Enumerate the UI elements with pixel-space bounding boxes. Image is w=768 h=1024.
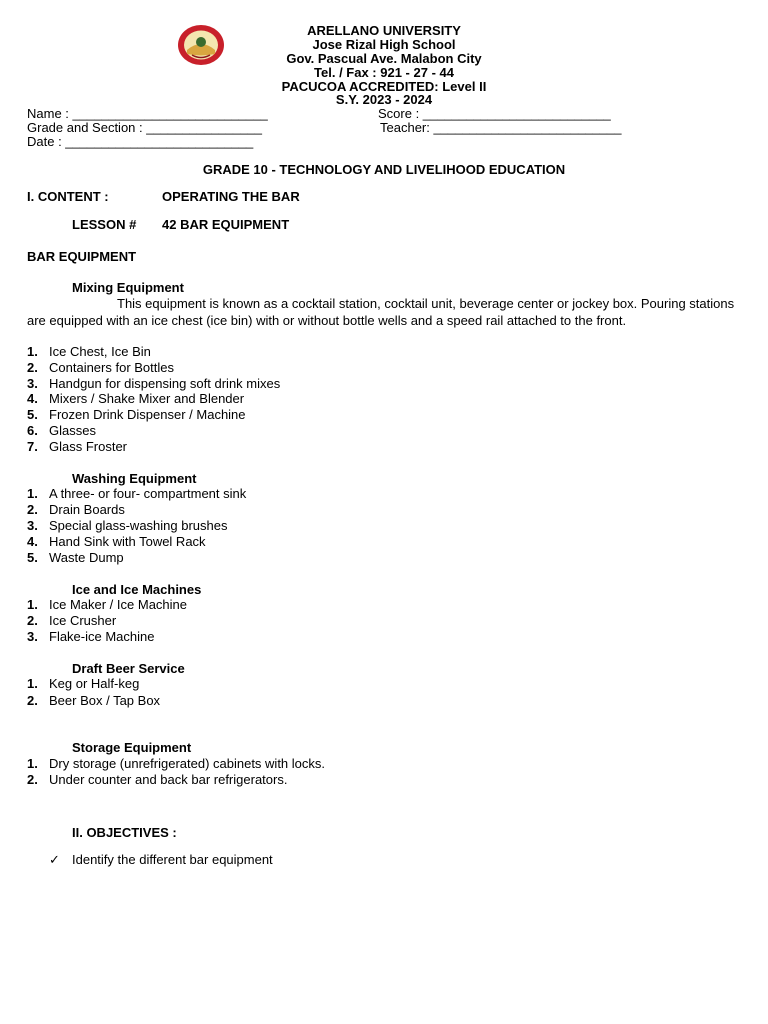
list-number: 2. <box>27 502 38 517</box>
list-number: 3. <box>27 629 38 644</box>
list-item-text: A three- or four- compartment sink <box>49 486 247 501</box>
objective-item <box>49 852 273 867</box>
list-item-text: Under counter and back bar refrigerators. <box>49 772 288 787</box>
list-number: 1. <box>27 344 38 359</box>
list-number: 1. <box>27 597 38 612</box>
list-item <box>27 613 116 628</box>
list-number: 1. <box>27 486 38 501</box>
objective-text: Identify the different bar equipment <box>72 852 273 867</box>
lesson-value: 42 BAR EQUIPMENT <box>162 217 290 232</box>
list-item-text: Glasses <box>49 423 96 438</box>
list-item-text: Dry storage (unrefrigerated) cabinets with locks. <box>49 756 326 771</box>
checkmark-icon: ✓ <box>49 852 60 867</box>
list-item <box>27 344 151 359</box>
list-item-text: Drain Boards <box>49 502 125 517</box>
draft-heading: Draft Beer Service <box>72 661 185 676</box>
name-field: Name : ___________________________ <box>27 106 268 121</box>
list-number: 2. <box>27 772 38 787</box>
list-number: 4. <box>27 534 38 549</box>
list-item-text: Mixers / Shake Mixer and Blender <box>49 391 245 406</box>
list-item <box>27 407 246 422</box>
list-item-text: Special glass-washing brushes <box>49 518 228 533</box>
list-item-text: Waste Dump <box>49 550 124 565</box>
list-item <box>27 629 155 644</box>
list-item <box>27 772 287 787</box>
list-item <box>27 360 174 375</box>
list-item <box>27 676 139 691</box>
list-item <box>27 693 160 708</box>
list-number: 5. <box>27 550 38 565</box>
list-item-text: Ice Chest, Ice Bin <box>49 344 151 359</box>
list-number: 2. <box>27 613 38 628</box>
list-item-text: Glass Froster <box>49 439 128 454</box>
school-name: Jose Rizal High School <box>312 37 456 52</box>
objectives-heading: II. OBJECTIVES : <box>72 825 177 840</box>
list-item <box>27 756 325 771</box>
list-number: 4. <box>27 391 38 406</box>
list-item <box>27 518 227 533</box>
list-number: 3. <box>27 376 38 391</box>
list-item-text: Hand Sink with Towel Rack <box>49 534 206 549</box>
list-item-text: Beer Box / Tap Box <box>49 693 161 708</box>
list-item <box>27 376 280 391</box>
score-field: Score : __________________________ <box>378 106 611 121</box>
mixing-heading: Mixing Equipment <box>72 280 184 295</box>
storage-heading: Storage Equipment <box>72 740 192 755</box>
list-item <box>27 502 125 517</box>
list-item <box>27 550 124 565</box>
list-item-text: Containers for Bottles <box>49 360 175 375</box>
list-number: 5. <box>27 407 38 422</box>
list-item <box>27 486 246 501</box>
content-label: I. CONTENT : <box>27 189 109 204</box>
list-number: 7. <box>27 439 38 454</box>
mixing-paragraph: This equipment is known as a cocktail station, cocktail unit, beverage center or jockey box. Pouring stations are equipped with an ice chest (ice bin) with or without bottle wells and a speed rail attached to the front. <box>27 296 735 328</box>
list-number: 2. <box>27 693 38 708</box>
list-item <box>27 439 127 454</box>
list-number: 6. <box>27 423 38 438</box>
date-field: Date : __________________________ <box>27 134 254 149</box>
list-item <box>27 423 96 438</box>
washing-heading: Washing Equipment <box>72 471 197 486</box>
lesson-label: LESSON # <box>72 217 137 232</box>
school-telephone: Tel. / Fax : 921 - 27 - 44 <box>314 65 454 80</box>
list-item <box>27 534 206 549</box>
school-year: S.Y. 2023 - 2024 <box>335 92 433 107</box>
school-address: Gov. Pascual Ave. Malabon City <box>286 51 482 66</box>
list-item-text: Frozen Drink Dispenser / Machine <box>49 407 246 422</box>
document-title: GRADE 10 - TECHNOLOGY AND LIVELIHOOD EDUCATION <box>202 162 566 177</box>
list-number: 1. <box>27 676 38 691</box>
list-number: 3. <box>27 518 38 533</box>
section-title: BAR EQUIPMENT <box>27 249 137 264</box>
university-name: ARELLANO UNIVERSITY <box>307 23 461 38</box>
list-item-text: Ice Crusher <box>49 613 117 628</box>
list-item-text: Keg or Half-keg <box>49 676 140 691</box>
ice-heading: Ice and Ice Machines <box>72 582 202 597</box>
grade-section-field: Grade and Section : ________________ <box>27 120 262 135</box>
teacher-field: Teacher: __________________________ <box>380 120 622 135</box>
list-item-text: Flake-ice Machine <box>49 629 155 644</box>
list-item <box>27 391 244 406</box>
content-value: OPERATING THE BAR <box>162 189 300 204</box>
list-item-text: Ice Maker / Ice Machine <box>49 597 187 612</box>
list-item-text: Handgun for dispensing soft drink mixes <box>49 376 281 391</box>
accreditation: PACUCOA ACCREDITED: Level II <box>281 79 487 94</box>
list-number: 1. <box>27 756 38 771</box>
list-item <box>27 597 187 612</box>
list-number: 2. <box>27 360 38 375</box>
